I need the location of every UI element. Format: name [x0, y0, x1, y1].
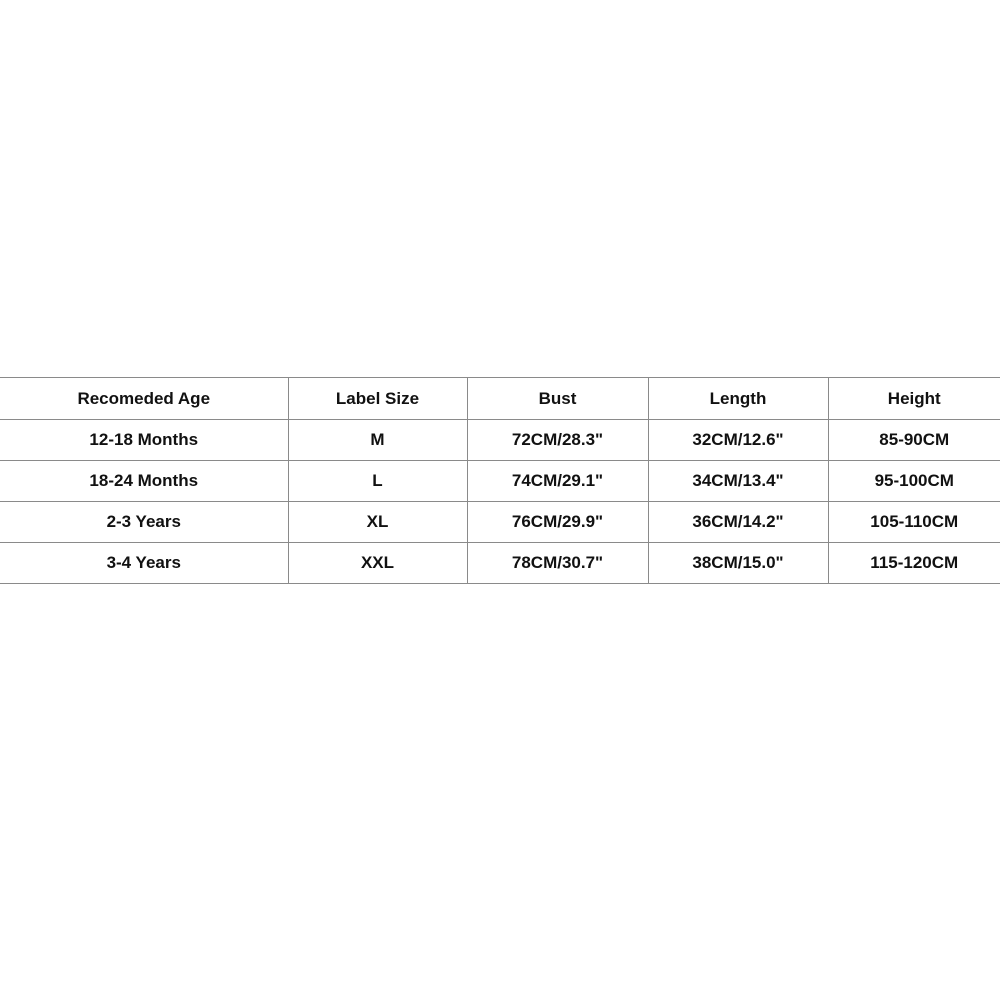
cell-label-size: XL	[288, 502, 467, 543]
table-row	[0, 420, 1000, 461]
cell-height: 95-100CM	[828, 461, 1000, 502]
cell-bust: 72CM/28.3"	[467, 420, 648, 461]
cell-age: 2-3 Years	[0, 502, 288, 543]
header-height: Height	[828, 378, 1000, 420]
cell-bust: 74CM/29.1"	[467, 461, 648, 502]
cell-bust: 78CM/30.7"	[467, 543, 648, 584]
cell-length: 34CM/13.4"	[648, 461, 828, 502]
cell-height: 85-90CM	[828, 420, 1000, 461]
table-row	[0, 461, 1000, 502]
cell-age: 18-24 Months	[0, 461, 288, 502]
table-header-row	[0, 378, 1000, 420]
table-row	[0, 543, 1000, 584]
header-label-size: Label Size	[288, 378, 467, 420]
cell-age: 12-18 Months	[0, 420, 288, 461]
cell-age: 3-4 Years	[0, 543, 288, 584]
header-length: Length	[648, 378, 828, 420]
cell-label-size: M	[288, 420, 467, 461]
cell-bust: 76CM/29.9"	[467, 502, 648, 543]
cell-length: 32CM/12.6"	[648, 420, 828, 461]
size-chart-table	[0, 377, 1000, 584]
cell-height: 105-110CM	[828, 502, 1000, 543]
header-age: Recomeded Age	[0, 378, 288, 420]
cell-label-size: L	[288, 461, 467, 502]
cell-length: 38CM/15.0"	[648, 543, 828, 584]
cell-height: 115-120CM	[828, 543, 1000, 584]
header-bust: Bust	[467, 378, 648, 420]
cell-label-size: XXL	[288, 543, 467, 584]
cell-length: 36CM/14.2"	[648, 502, 828, 543]
table-row	[0, 502, 1000, 543]
